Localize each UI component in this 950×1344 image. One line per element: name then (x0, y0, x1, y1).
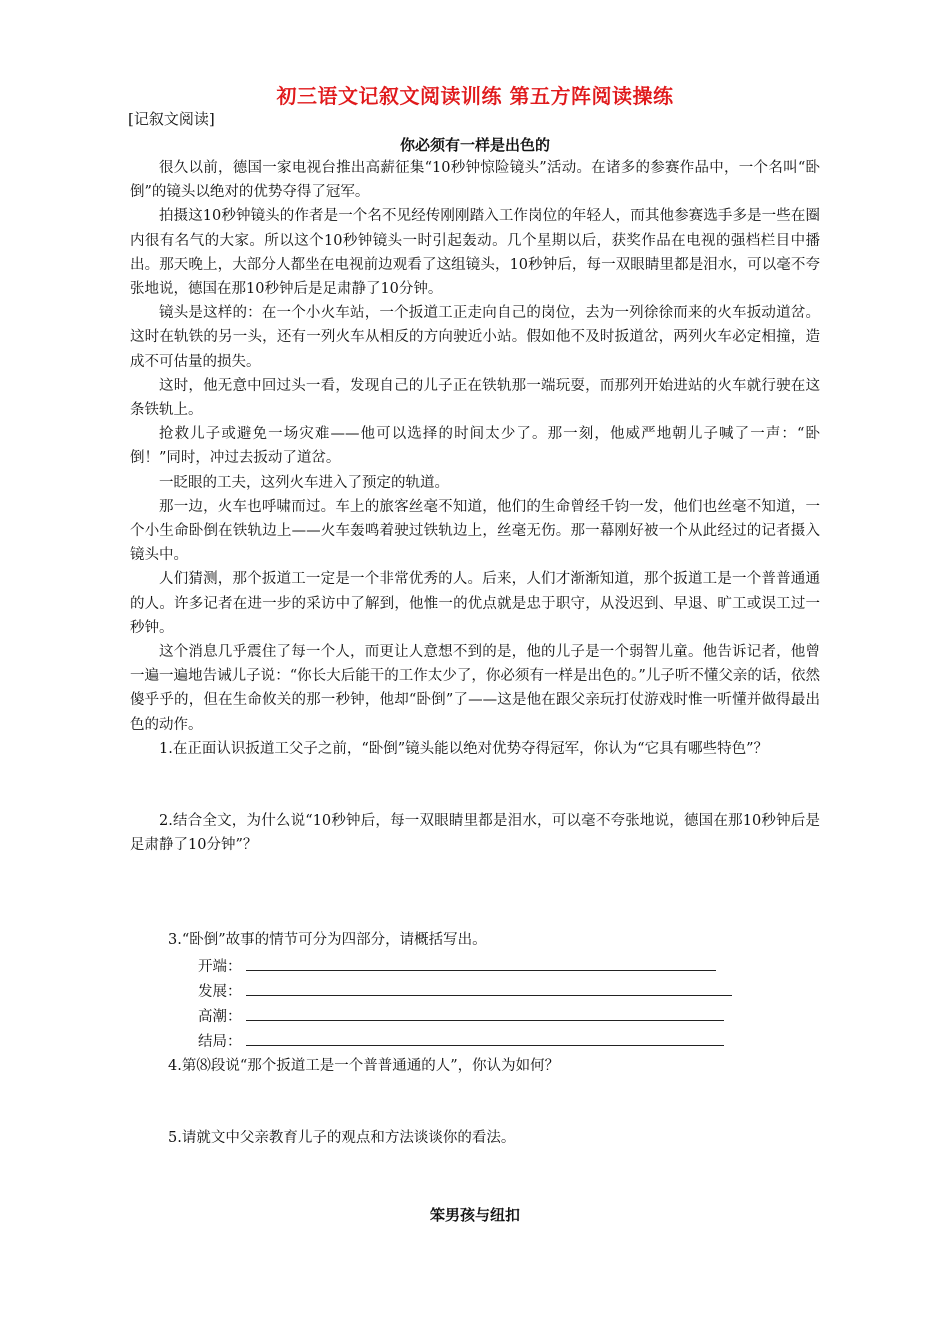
section-label: [记叙文阅读] (128, 110, 215, 128)
article-title: 你必须有一样是出色的 (399, 136, 550, 154)
question-4: 4.第⑻段说“那个扳道工是一个普普通通的人”，你认为如何？ (168, 1058, 560, 1074)
plot-development-label: 发展： (198, 984, 242, 1000)
plot-start-label: 开端： (198, 959, 242, 975)
question-5: 5.请就文中父亲教育儿子的观点和方法谈谈你的看法。 (168, 1130, 516, 1146)
paragraph: 很久以前，德国一家电视台推出高薪征集“10秒钟惊险镜头”活动。在诸多的参赛作品中，一个名叫“卧倒”的镜头以绝对的优势夺得了冠军。 (130, 160, 820, 201)
paragraph: 拍摄这10秒钟镜头的作者是一个名不见经传刚刚踏入工作岗位的年轻人，而其他参赛选手多是一些在圈内很有名气的大家。所以这个10秒钟镜头一时引起轰动。几个星期以后，获奖作品在电视的强档栏目中播出。那天晚上，大部分人都坐在电视前边观看了这组镜头，10秒钟后，每一双眼睛里都是泪水，可以毫不夸张地说，德国在那10秒钟后是足肃静了10分钟。 (130, 208, 820, 298)
paragraph: 这时，他无意中回过头一看，发现自己的儿子正在铁轨那一端玩耍，而那列开始进站的火车就行驶在这条铁轨上。 (130, 377, 820, 419)
answer-line-development[interactable] (246, 995, 732, 996)
question-3: 3.“卧倒”故事的情节可分为四部分，请概括写出。 (168, 932, 487, 948)
paragraph: 一眨眼的工夫，这列火车进入了预定的轨道。 (159, 474, 449, 491)
main-title: 初三语文记叙文阅读训练 第五方阵阅读操练 (276, 84, 674, 108)
paragraph: 那一边，火车也呼啸而过。车上的旅客丝毫不知道，他们的生命曾经千钧一发，他们也丝毫不知道，一个小生命卧倒在铁轨边上——火车轰鸣着驶过铁轨边上，丝毫无伤。那一幕刚好被一个从此经过的记者摄入镜头中。 (130, 498, 820, 564)
answer-line-ending[interactable] (246, 1045, 724, 1046)
plot-ending-label: 结局： (198, 1034, 242, 1050)
question-1: 1.在正面认识扳道工父子之前，“卧倒”镜头能以绝对优势夺得冠军，你认为“它具有哪些特色”？ (159, 740, 768, 757)
paragraph: 抢救儿子或避免一场灾难——他可以选择的时间太少了。那一刻，他威严地朝儿子喊了一声：“卧倒！”同时，冲过去扳动了道岔。 (130, 426, 820, 467)
next-article-title: 笨男孩与纽扣 (429, 1206, 520, 1224)
plot-climax-label: 高潮： (198, 1009, 242, 1025)
question-2: 2.结合全文，为什么说“10秒钟后，每一双眼睛里都是泪水，可以毫不夸张地说，德国在那10秒钟后是足肃静了10分钟”？ (130, 813, 820, 854)
answer-line-climax[interactable] (246, 1020, 724, 1021)
answer-line-start[interactable] (246, 970, 716, 971)
article-body (130, 156, 820, 857)
paragraph: 镜头是这样的：在一个小火车站，一个扳道工正走向自己的岗位，去为一列徐徐而来的火车扳动道岔。这时在轨铁的另一头，还有一列火车从相反的方向驶近小站。假如他不及时扳道岔，两列火车必定相撞，造成不可估量的损失。 (130, 305, 820, 370)
paragraph: 人们猜测，那个扳道工一定是一个非常优秀的人。后来，人们才渐渐知道，那个扳道工是一个普普通通的人。许多记者在进一步的采访中了解到，他惟一的优点就是忠于职守，从没迟到、早退、旷工或误工过一秒钟。 (130, 571, 820, 636)
paragraph: 这个消息几乎震住了每一个人，而更让人意想不到的是，他的儿子是一个弱智儿童。他告诉记者，他曾一遍一遍地告诫儿子说：“你长大后能干的工作太少了，你必须有一样是出色的。”儿子听不懂父亲的话，依然傻乎乎的，但在生命攸关的那一秒钟，他却“卧倒”了——这是他在跟父亲玩打仗游戏时惟一听懂并做得最出色的动作。 (130, 644, 820, 733)
